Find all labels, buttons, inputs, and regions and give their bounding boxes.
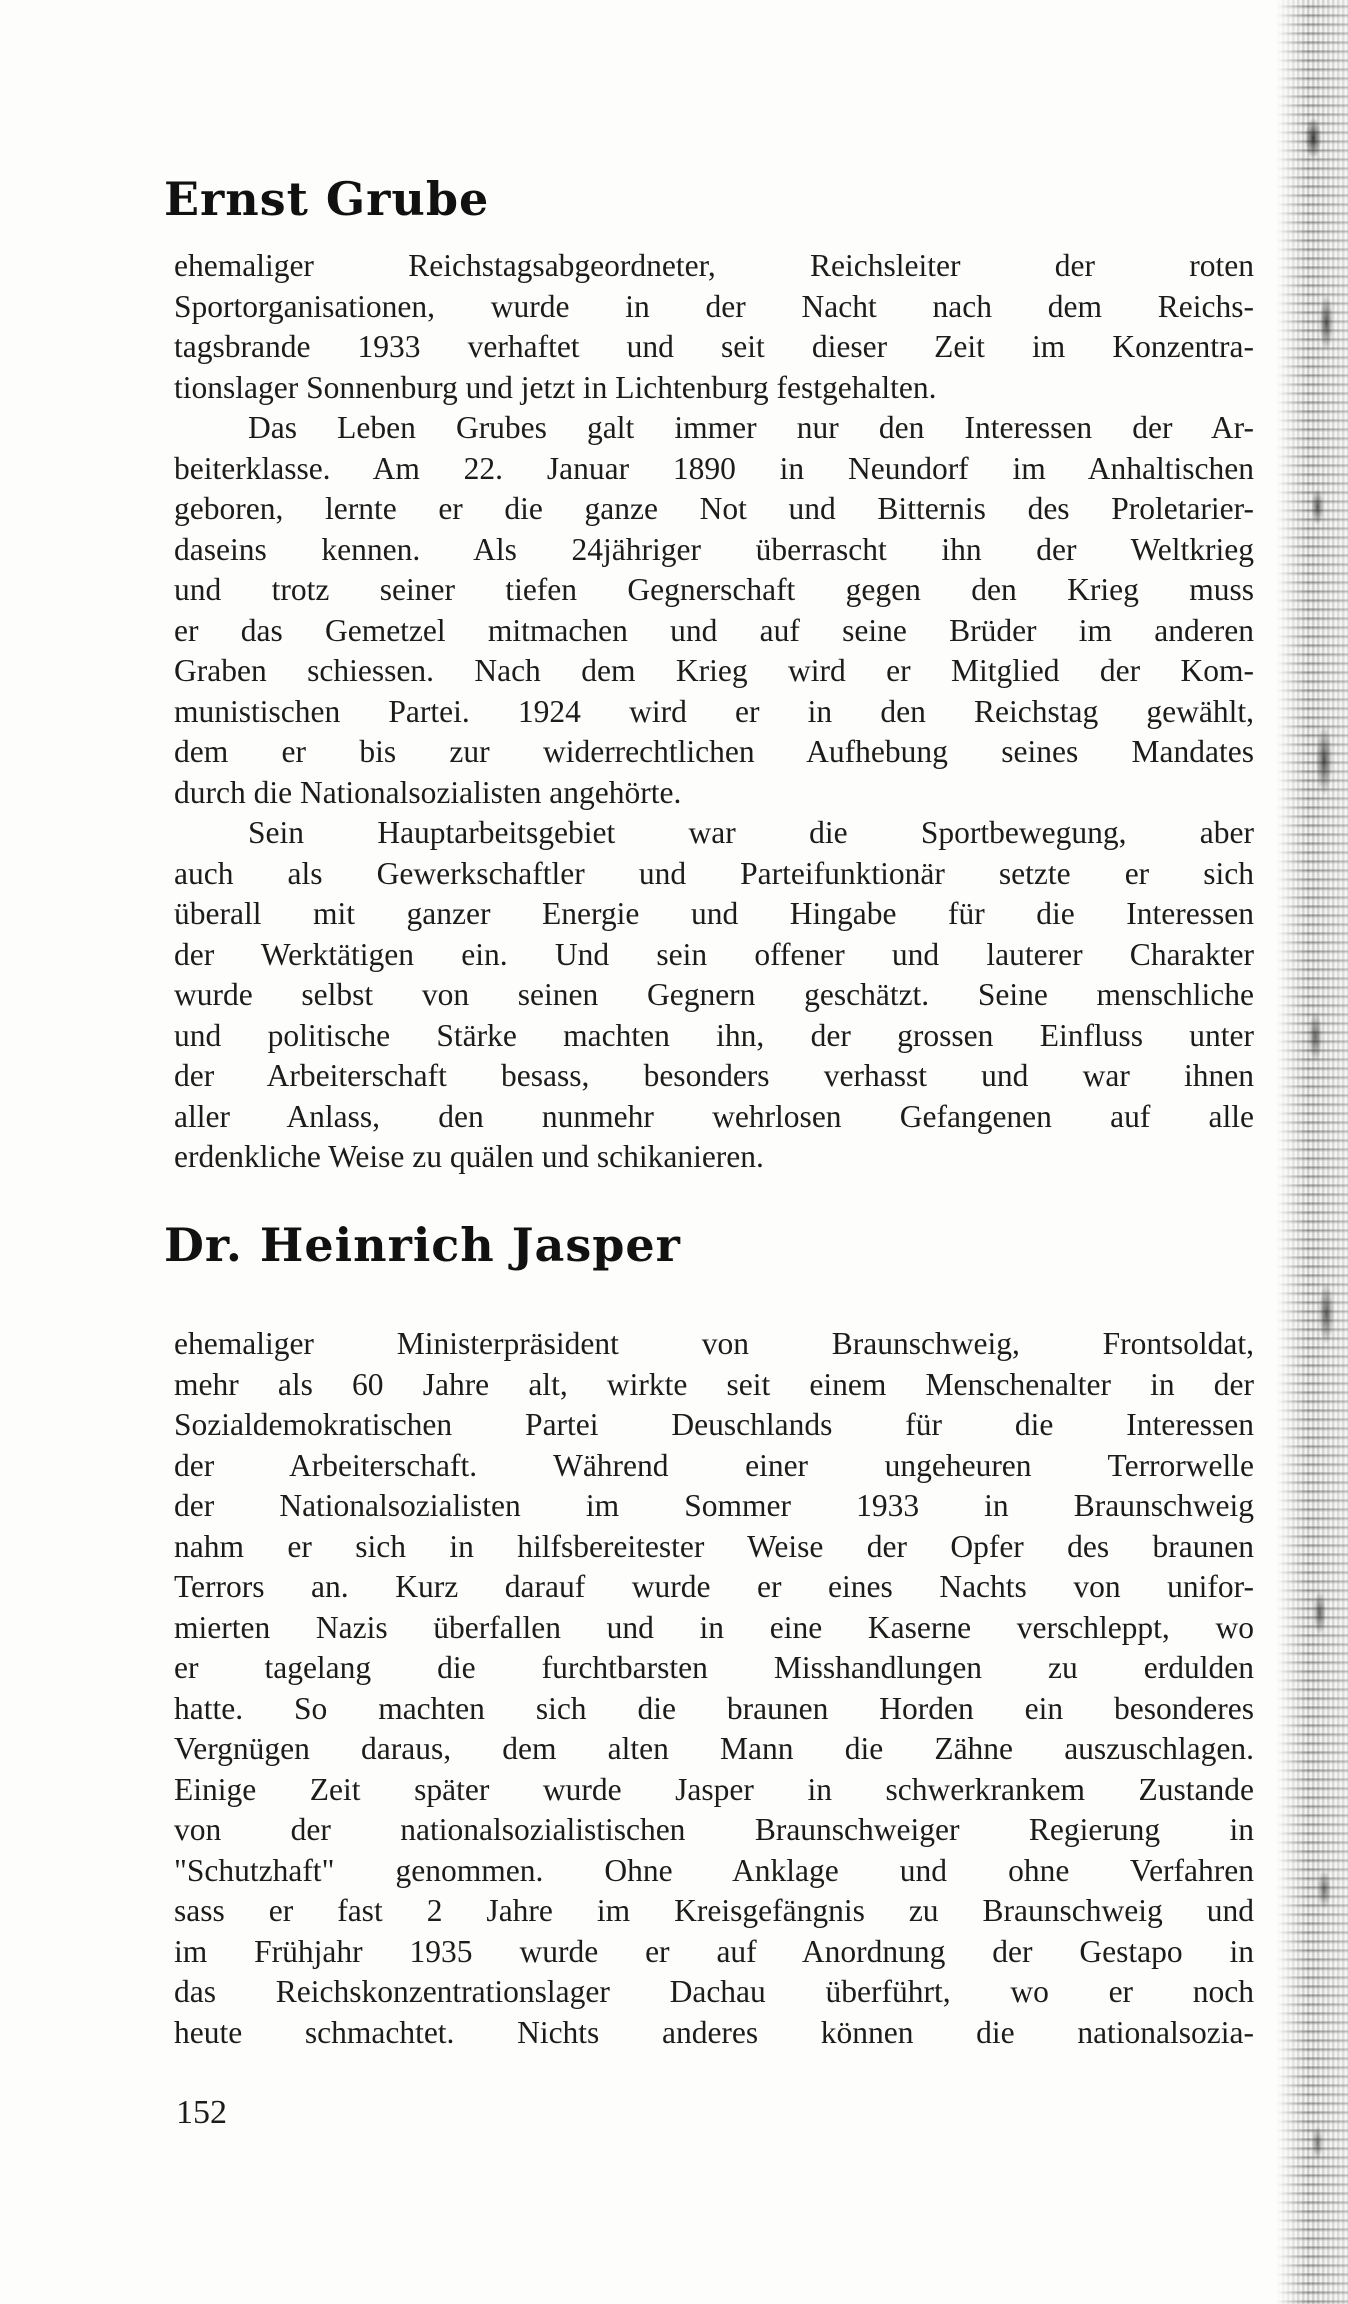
- section-title-heinrich-jasper: Dr. Heinrich Jasper: [164, 1218, 681, 1272]
- text-line: Sein Hauptarbeitsgebiet war die Sportbewegung, aber: [248, 815, 1254, 850]
- text-line: dem er bis zur widerrechtlichen Aufhebung seines Mandates: [174, 734, 1254, 769]
- text-line: er tagelang die furchtbarsten Misshandlungen zu erdulden: [174, 1650, 1254, 1685]
- text-line: hatte. So machten sich die braunen Horden ein besonderes: [174, 1690, 1254, 1726]
- text-line: das Reichskonzentrationslager Dachau überführt, wo er noch: [174, 1974, 1254, 2009]
- text-line: nahm er sich in hilfsbereitester Weise der Opfer des braunen: [174, 1528, 1254, 1564]
- text-line: Sportorganisationen, wurde in der Nacht nach dem Reichs-: [174, 288, 1254, 324]
- text-line: tionslager Sonnenburg und jetzt in Lichtenburg festgehalten.: [174, 369, 937, 405]
- text-line: Das Leben Grubes galt immer nur den Interessen der Ar-: [248, 410, 1254, 445]
- text-line: Graben schiessen. Nach dem Krieg wird er Mitglied der Kom-: [174, 653, 1254, 688]
- text-line: tagsbrande 1933 verhaftet und seit dieser Zeit im Konzentra-: [174, 329, 1254, 364]
- section-title-ernst-grube: Ernst Grube: [164, 172, 490, 226]
- page-edge-shadow: [1300, 0, 1344, 2304]
- text-line: der Nationalsozialisten im Sommer 1933 in Braunschweig: [174, 1488, 1254, 1523]
- text-line: "Schutzhaft" genommen. Ohne Anklage und ohne Verfahren: [174, 1852, 1254, 1888]
- page-number: 152: [176, 2094, 227, 2131]
- text-line: überall mit ganzer Energie und Hingabe für die Interessen: [174, 896, 1254, 931]
- text-line: erdenkliche Weise zu quälen und schikanieren.: [174, 1139, 764, 1174]
- text-line: Vergnügen daraus, dem alten Mann die Zähne auszuschlagen.: [174, 1731, 1254, 1766]
- text-line: ehemaliger Ministerpräsident von Braunschweig, Frontsoldat,: [174, 1326, 1254, 1361]
- text-line: sass er fast 2 Jahre im Kreisgefängnis zu Braunschweig und: [174, 1893, 1254, 1928]
- text-line: der Arbeiterschaft besass, besonders verhasst und war ihnen: [174, 1058, 1254, 1093]
- text-line: Einige Zeit später wurde Jasper in schwerkrankem Zustande: [174, 1771, 1254, 1807]
- text-line: und politische Stärke machten ihn, der grossen Einfluss unter: [174, 1017, 1254, 1053]
- text-line: mierten Nazis überfallen und in eine Kaserne verschleppt, wo: [174, 1609, 1254, 1645]
- section-body-ernst-grube: [174, 246, 1254, 1178]
- text-line: durch die Nationalsozialisten angehörte.: [174, 774, 682, 810]
- text-line: Terrors an. Kurz darauf wurde er eines Nachts von unifor-: [174, 1569, 1254, 1604]
- text-line: Sozialdemokratischen Partei Deuschlands für die Interessen: [174, 1407, 1254, 1442]
- text-line: aller Anlass, den nunmehr wehrlosen Gefangenen auf alle: [174, 1098, 1254, 1134]
- text-line: wurde selbst von seinen Gegnern geschätzt. Seine menschliche: [174, 977, 1254, 1012]
- text-line: der Werktätigen ein. Und sein offener und lauterer Charakter: [174, 936, 1254, 972]
- text-line: auch als Gewerkschaftler und Parteifunktionär setzte er sich: [174, 855, 1254, 891]
- text-line: heute schmachtet. Nichts anderes können die nationalsozia-: [174, 2014, 1254, 2050]
- text-line: er das Gemetzel mitmachen und auf seine Brüder im anderen: [174, 612, 1254, 648]
- text-line: und trotz seiner tiefen Gegnerschaft gegen den Krieg muss: [174, 572, 1254, 607]
- text-line: von der nationalsozialistischen Braunschweiger Regierung in: [174, 1812, 1254, 1847]
- text-line: geboren, lernte er die ganze Not und Bitternis des Proletarier-: [174, 491, 1254, 526]
- text-line: der Arbeiterschaft. Während einer ungeheuren Terrorwelle: [174, 1447, 1254, 1483]
- section-body-heinrich-jasper: [174, 1324, 1254, 2053]
- text-line: mehr als 60 Jahre alt, wirkte seit einem Menschenalter in der: [174, 1366, 1254, 1402]
- text-line: beiterklasse. Am 22. Januar 1890 in Neundorf im Anhaltischen: [174, 450, 1254, 486]
- text-line: im Frühjahr 1935 wurde er auf Anordnung der Gestapo in: [174, 1933, 1254, 1969]
- text-line: ehemaliger Reichstagsabgeordneter, Reichsleiter der roten: [174, 248, 1254, 283]
- text-line: daseins kennen. Als 24jähriger überrascht ihn der Weltkrieg: [174, 531, 1254, 567]
- text-line: munistischen Partei. 1924 wird er in den Reichstag gewählt,: [174, 693, 1254, 729]
